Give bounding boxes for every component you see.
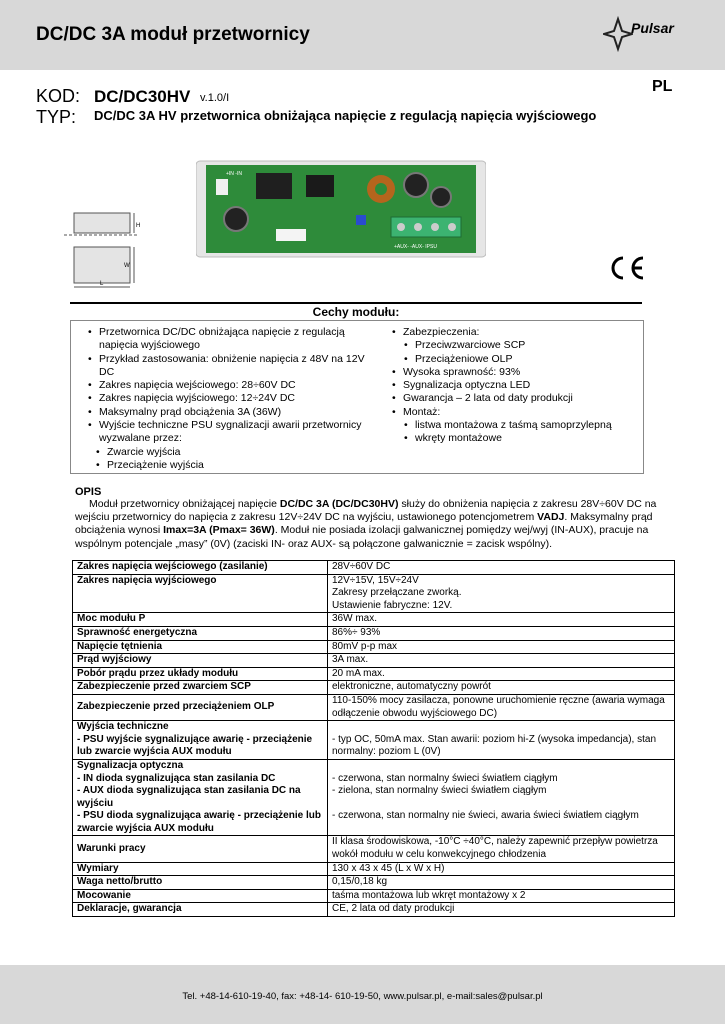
spec-key: Moc modułu P xyxy=(73,613,328,627)
description-bold: VADJ xyxy=(537,511,565,524)
features-column-right xyxy=(390,326,650,446)
page-header xyxy=(0,0,725,70)
pulsar-logo xyxy=(603,16,695,52)
table-row xyxy=(73,613,675,627)
feature-subitem: • Przeciążeniowe OLP xyxy=(402,353,650,366)
spec-value: 12V÷15V, 15V÷24V Zakresy przełączane zworką. Ustawienie fabryczne: 12V. xyxy=(328,574,675,613)
typ-label: TYP: xyxy=(36,107,77,127)
page-footer xyxy=(0,965,725,1024)
kod-label: KOD: xyxy=(36,86,81,106)
spec-value: 36W max. xyxy=(328,613,675,627)
product-photo xyxy=(196,157,486,261)
spec-key: Wymiary xyxy=(73,862,328,876)
features-column-left xyxy=(86,326,371,472)
feature-item: • Przetwornica DC/DC obniżająca napięcie z regulacją napięcia wyjściowego xyxy=(86,326,371,353)
spec-key: Zakres napięcia wyjściowego xyxy=(73,574,328,613)
table-row xyxy=(73,561,675,575)
spec-key: Waga netto/brutto xyxy=(73,876,328,890)
description-part: . Moduł nie posiada izolacji galwanicznej pomiędzy wej/wyj (IN-AUX), pracuje na wspólnym potencjale „masy” (0V) (zaciski IN- oraz AUX- są połączone galwanicznie = zacisk wspólny). xyxy=(75,524,649,550)
feature-item: • Zabezpieczenia: xyxy=(390,326,650,339)
spec-value: - typ OC, 50mA max. Stan awarii: poziom hi-Z (wysoka impedancja), stan normalny: poziom L (0V) xyxy=(328,721,675,760)
spec-key: Sygnalizacja optyczna - IN dioda sygnalizująca stan zasilania DC - AUX dioda sygnalizująca stan zasilania DC na wyjściu - PSU dioda sygnalizująca awarię - przeciążenie lub zwarcie wyjścia AUX modułu xyxy=(73,759,328,836)
table-row xyxy=(73,667,675,681)
spec-value: 0,15/0,18 kg xyxy=(328,876,675,890)
spec-key: Wyjścia techniczne - PSU wyjście sygnalizujące awarię - przeciążenie lub zwarcie wyjścia AUX modułu xyxy=(73,721,328,760)
table-row xyxy=(73,759,675,836)
spec-value: CE, 2 lata od daty produkcji xyxy=(328,903,675,917)
ce-mark-icon xyxy=(605,255,647,281)
spec-value: 86%÷ 93% xyxy=(328,626,675,640)
spec-key: Zakres napięcia wejściowego (zasilanie) xyxy=(73,561,328,575)
dim-w-label: W xyxy=(124,263,130,269)
description-text xyxy=(75,498,675,551)
spec-key: Prąd wyjściowy xyxy=(73,654,328,668)
features-title: Cechy modułu: xyxy=(312,305,400,319)
dimension-drawing xyxy=(64,207,144,289)
contact-info: Tel. +48-14-610-19-40, fax: +48-14- 610-19-50, www.pulsar.pl, e-mail:sales@pulsar.pl xyxy=(182,991,543,1002)
spec-key: Warunki pracy xyxy=(73,836,328,862)
feature-item: • Gwarancja – 2 lata od daty produkcji xyxy=(390,392,650,405)
description-part: Moduł przetwornicy obniżającej napięcie xyxy=(89,498,280,510)
feature-subitem: • Przeciwzwarciowe SCP xyxy=(402,339,650,352)
output-terminal-label: +AUX- -AUX- IPSU xyxy=(394,244,437,250)
language-code: PL xyxy=(652,78,673,95)
spec-value: 110-150% mocy zasilacza, ponowne uruchomienie ręczne (awaria wymaga odłączenie obwodu wyjściowego DC) xyxy=(328,694,675,720)
feature-subitem: • listwa montażowa z taśmą samoprzylepną xyxy=(402,419,650,432)
feature-item: • Wyjście techniczne PSU sygnalizacji awarii przetwornicy wyzwalane przez: xyxy=(86,419,371,446)
table-row xyxy=(73,889,675,903)
table-row xyxy=(73,640,675,654)
spec-value: 20 mA max. xyxy=(328,667,675,681)
document-title: DC/DC 3A moduł przetwornicy xyxy=(36,24,310,45)
table-row xyxy=(73,876,675,890)
version: v.1.0/I xyxy=(200,92,230,104)
table-row xyxy=(73,721,675,760)
spec-value: 80mV p-p max xyxy=(328,640,675,654)
feature-subitem: • Zwarcie wyjścia xyxy=(94,446,371,459)
spec-key: Pobór prądu przez układy modułu xyxy=(73,667,328,681)
feature-subitem: • Przeciążenie wyjścia xyxy=(94,459,371,472)
description-bold: DC/DC 3A (DC/DC30HV) xyxy=(279,498,399,510)
spec-value: - czerwona, stan normalny świeci światłem ciągłym - zielona, stan normalny świeci światłem ciągłym - czerwona, stan normalny nie świeci, awaria świeci światłem ciągłym xyxy=(328,759,675,836)
features-divider xyxy=(70,302,642,304)
spec-value: elektroniczne, automatyczny powrót xyxy=(328,681,675,695)
spec-value: taśma montażowa lub wkręt montażowy x 2 xyxy=(328,889,675,903)
feature-item: • Zakres napięcia wejściowego: 28÷60V DC xyxy=(86,379,371,392)
table-row xyxy=(73,836,675,862)
spec-key: Deklaracje, gwarancja xyxy=(73,903,328,917)
spec-value: 28V÷60V DC xyxy=(328,561,675,575)
spec-key: Mocowanie xyxy=(73,889,328,903)
table-row xyxy=(73,694,675,720)
spec-value: 3A max. xyxy=(328,654,675,668)
table-row xyxy=(73,654,675,668)
kod-value: DC/DC30HV xyxy=(94,87,191,106)
feature-item: • Maksymalny prąd obciążenia 3A (36W) xyxy=(86,406,371,419)
spec-key: Zabezpieczenie przed zwarciem SCP xyxy=(73,681,328,695)
table-row xyxy=(73,903,675,917)
table-row xyxy=(73,681,675,695)
pulsar-star-icon xyxy=(603,16,633,52)
feature-subitem: • wkręty montażowe xyxy=(402,432,650,445)
feature-item: • Wysoka sprawność: 93% xyxy=(390,366,650,379)
description-part: . Maksymalny prąd obciążenia wynosi xyxy=(75,511,653,537)
spec-key: Sprawność energetyczna xyxy=(73,626,328,640)
table-row xyxy=(73,574,675,613)
spec-value: 130 x 43 x 45 (L x W x H) xyxy=(328,862,675,876)
typ-value: DC/DC 3A HV przetwornica obniżająca napięcie z regulacją napięcia wyjściowego xyxy=(94,108,597,123)
spec-value: II klasa środowiskowa, -10°C ÷40°C, należy zapewnić przepływ powietrza wokół modułu w celu konwekcyjnego chłodzenia xyxy=(328,836,675,862)
dim-l-label: L xyxy=(100,281,104,287)
spec-key: Zabezpieczenie przed przeciążeniem OLP xyxy=(73,694,328,720)
logo-text: Pulsar xyxy=(631,20,674,36)
feature-item: • Sygnalizacja optyczna LED xyxy=(390,379,650,392)
spec-key: Napięcie tętnienia xyxy=(73,640,328,654)
feature-item: • Montaż: xyxy=(390,406,650,419)
table-row xyxy=(73,862,675,876)
description-part: służy do obniżenia napięcia z zakresu 28V÷60V DC na wejściu przetwornicy do napięcia z zakresu 12V÷24V DC na wyjściu, ustawionego potencjometrem xyxy=(75,498,657,524)
feature-item: • Przykład zastosowania: obniżenie napięcia z 48V na 12V DC xyxy=(86,353,371,380)
input-terminal-label: +IN -IN xyxy=(226,171,242,177)
dim-h-label: H xyxy=(136,223,141,229)
description-title: OPIS xyxy=(75,486,102,498)
table-row xyxy=(73,626,675,640)
feature-item: • Zakres napięcia wyjściowego: 12÷24V DC xyxy=(86,392,371,405)
description-bold: Imax=3A (Pmax= 36W) xyxy=(163,524,275,537)
specification-table xyxy=(72,560,675,917)
